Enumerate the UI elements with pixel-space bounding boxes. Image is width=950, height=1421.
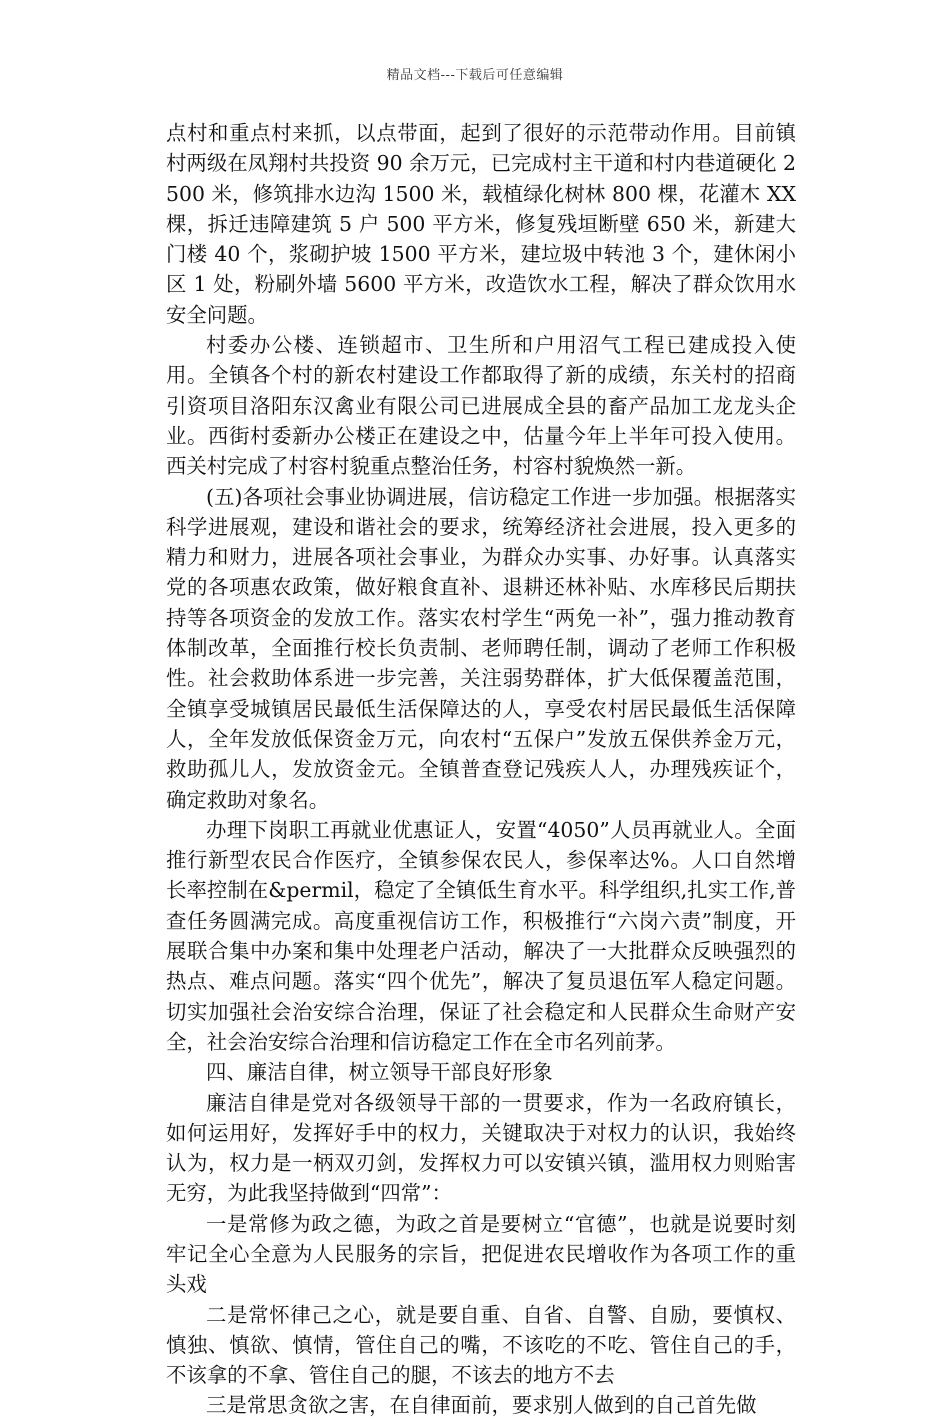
document-body — [166, 118, 796, 1421]
paragraph-4: 办理下岗职工再就业优惠证人，安置“4050”人员再就业人。全面推行新型农民合作医疗，全镇参保农民人，参保率达%。人口自然增长率控制在&permil，稳定了全镇低生育水平。科学组织,扎实工作,普查任务圆满完成。高度重视信访工作，积极推行“六岗六责”制度，开展联合集中办案和集中处理老户活动，解决了一大批群众反映强烈的热点、难点问题。落实“四个优先”，解决了复员退伍军人稳定问题。切实加强社会治安综合治理，保证了社会稳定和人民群众生命财产安全，社会治安综合治理和信访稳定工作在全市名列前茅。 — [166, 817, 796, 1054]
paragraph-8: 二是常怀律己之心，就是要自重、自省、自警、自励，要慎权、慎独、慎欲、慎情，管住自己的嘴，不该吃的不吃、管住自己的手，不该拿的不拿、管住自己的腿，不该去的地方不去 — [166, 1302, 796, 1388]
paragraph-2: 村委办公楼、连锁超市、卫生所和户用沼气工程已建成投入使用。全镇各个村的新农村建设工作都取得了新的成绩，东关村的招商引资项目洛阳东汉禽业有限公司已进展成全县的畜产品加工龙龙头企业。西街村委新办公楼正在建设之中，估量今年上半年可投入使用。西关村完成了村容村貌重点整治任务，村容村貌焕然一新。 — [166, 333, 796, 479]
section-heading: 四、廉洁自律，树立领导干部良好形象 — [206, 1060, 553, 1085]
paragraph-9: 三是常思贪欲之害，在自律面前，要求别人做到的自己首先做 — [206, 1393, 757, 1418]
paragraph-6: 廉洁自律是党对各级领导干部的一贯要求，作为一名政府镇长，如何运用好，发挥好手中的权力，关键取决于对权力的认识，我始终认为，权力是一柄双刃剑，发挥权力可以安镇兴镇，滥用权力则贻害无穷，为此我坚持做到“四常”： — [166, 1090, 796, 1206]
page-header: 精品文档---下载后可任意编辑 — [386, 68, 564, 83]
paragraph-7: 一是常修为政之德，为政之首是要树立“官德”，也就是说要时刻牢记全心全意为人民服务的宗旨，把促进农民增收作为各项工作的重头戏 — [166, 1211, 796, 1297]
paragraph-1: 点村和重点村来抓，以点带面，起到了很好的示范带动作用。目前镇村两级在凤翔村共投资 90 余万元，已完成村主干道和村内巷道硬化 2500 米，修筑排水边沟 1500 米，载植绿化树林 800 棵，花灌木 XX 棵，拆迁违障建筑 5 户 500 平方米，修复残垣断壁 650 米，新建大门楼 40 个，浆砌护坡 1500 平方米，建垃圾中转池 3 个，建休闲小区 1 处，粉刷外墙 5600 平方米，改造饮水工程，解决了群众饮用水安全问题。 — [166, 121, 796, 327]
paragraph-3: (五)各项社会事业协调进展，信访稳定工作进一步加强。根据落实科学进展观，建设和谐社会的要求，统筹经济社会进展，投入更多的精力和财力，进展各项社会事业，为群众办实事、办好事。认真落实党的各项惠农政策，做好粮食直补、退耕还林补贴、水库移民后期扶持等各项资金的发放工作。落实农村学生“两免一补”，强力推动教育体制改革，全面推行校长负责制、老师聘任制，调动了老师工作积极性。社会救助体系进一步完善，关注弱势群体，扩大低保覆盖范围，全镇享受城镇居民最低生活保障达的人，享受农村居民最低生活保障人，全年发放低保资金万元，向农村“五保户”发放五保供养金万元，救助孤儿人，发放资金元。全镇普查登记残疾人人，办理残疾证个，确定救助对象名。 — [166, 484, 796, 812]
